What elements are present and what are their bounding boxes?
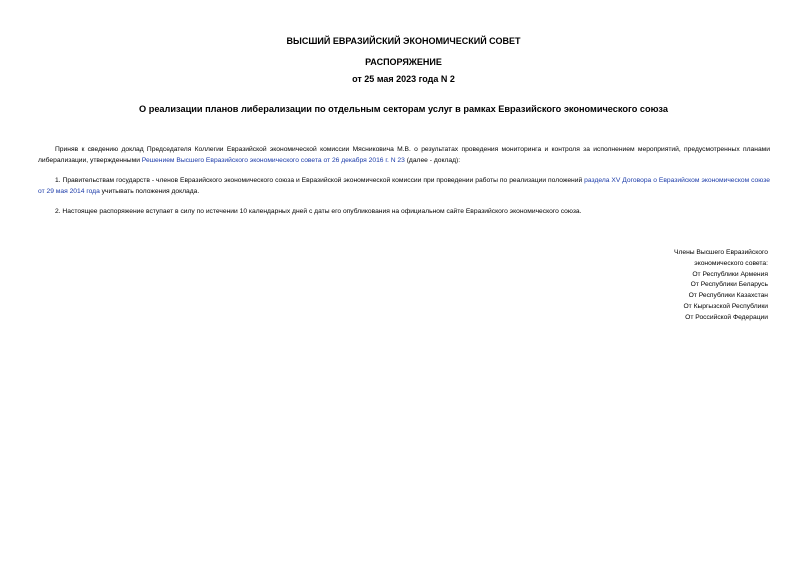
signature-line: От Кыргызской Республики [683,302,768,310]
signature-block [674,248,768,324]
decision-link[interactable]: Решением Высшего Евразийского экономического совета от 26 декабря 2016 г. N 23 [141,157,405,164]
clause-2-paragraph: 2. Настоящее распоряжение вступает в силу по истечении 10 календарных дней с даты его опубликования на официальном сайте Евразийского экономического союза. [55,208,582,215]
signature-line: От Республики Армения [692,270,768,278]
document-type: РАСПОРЯЖЕНИЕ [365,57,442,67]
signature-line: экономического совета: [694,259,768,267]
preamble-text-before: Приняв к сведению доклад Председателя Коллегии Евразийской экономической комиссии Мясниковича М.В. о результатах проведения мониторинга и контроля за исполнением мероприятий, предусмотренных планами либерализации, утвержденными [38,146,770,164]
clause-1-paragraph [38,175,770,197]
council-title: ВЫСШИЙ ЕВРАЗИЙСКИЙ ЭКОНОМИЧЕСКИЙ СОВЕТ [286,36,521,46]
signature-line: От Республики Беларусь [690,281,768,289]
document-date: от 25 мая 2023 года N 2 [352,74,455,84]
preamble-paragraph [38,144,770,166]
clause-1-text-before: 1. Правительствам государств - членов Евразийского экономического союза и Евразийской экономической комиссии при проведении работы по реализации положений [55,177,585,184]
preamble-text-after: (далее - доклад): [404,157,461,164]
clause-1-text-after: учитывать положения доклада. [99,188,200,195]
treaty-section-link[interactable]: раздела XV Договора о Евразийском экономическом союзе от 29 мая 2014 года [38,177,771,195]
signature-line: Члены Высшего Евразийского [674,249,768,256]
signature-line: От Российской Федерации [685,313,768,321]
document-subject: О реализации планов либерализации по отдельным секторам услуг в рамках Евразийского экономического союза [139,104,668,114]
signature-line: От Республики Казахстан [688,292,768,300]
